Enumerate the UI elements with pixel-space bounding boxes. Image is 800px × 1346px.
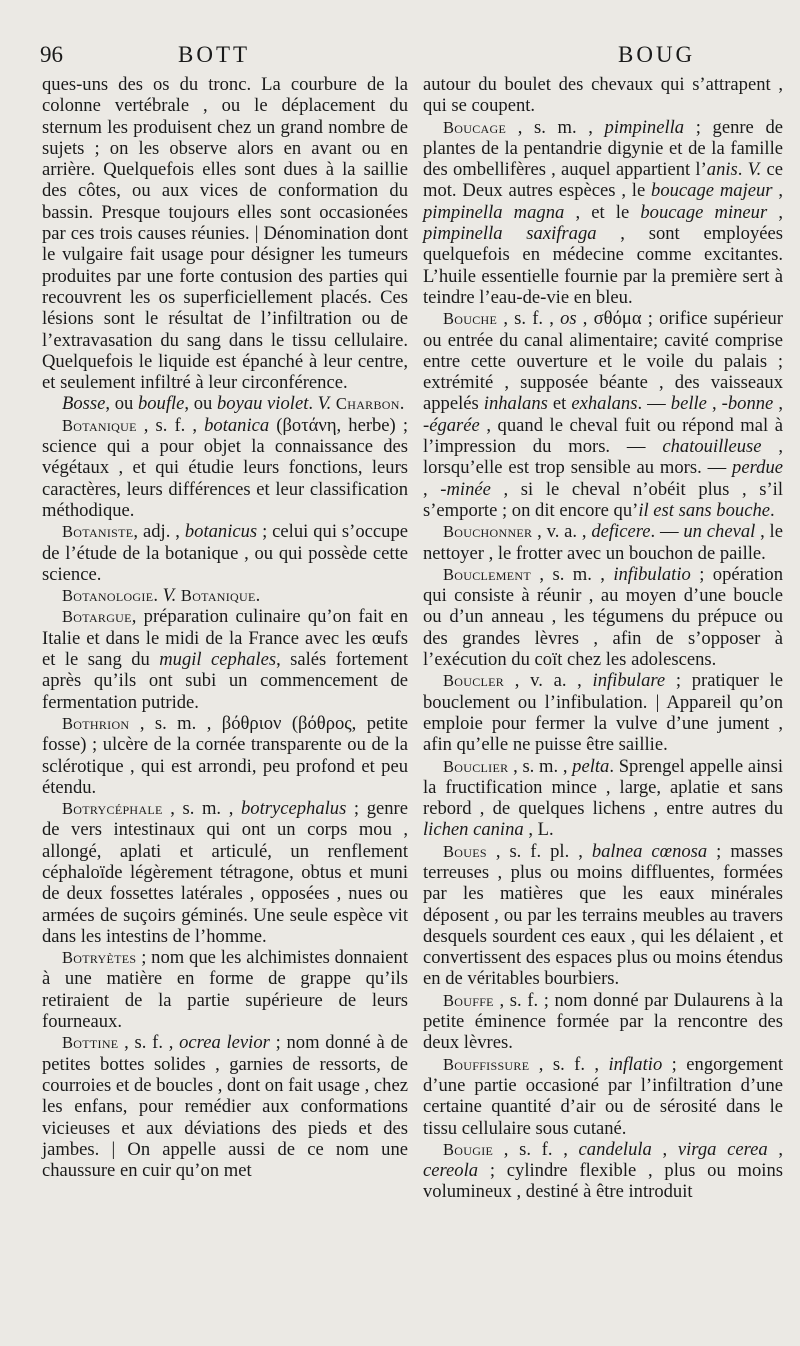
left-column: [42, 74, 408, 1181]
right-column: [423, 74, 783, 1203]
dictionary-entry: Botryètes ; nom que les alchimistes donnaient à une matière en forme de grappe qu’ils retiraient de la partie supérieure de leurs fourneaux.: [42, 947, 408, 1033]
dictionary-entry: Bouche , s. f. , os , σθόμα ; orifice supérieur ou entrée du canal alimentaire; cavité comprise entre cette ouverture et le voile du palais ; extrémité , supposée béante , des vaisseaux appelés inhalans et exhalans. — belle , -bonne , -égarée , quand le cheval fuit ou répond mal à l’impression du mors. — chatouilleuse , lorsqu’elle est trop sensible au mors. — perdue , -minée , si le cheval n’obéit plus , s’il s’emporte ; on dit encore qu’il est sans bouche.: [423, 308, 784, 521]
right-running-head: BOUG: [618, 42, 696, 67]
dictionary-entry: Bouclier , s. m. , pelta. Sprengel appelle ainsi la fructification mince , large, aplatie et sans rebord , de quelques lichens , entre autres du lichen canina , L.: [423, 755, 783, 841]
continued-text: ques-uns des os du tronc. La courbure de la colonne vertébrale , ou le déplacement du sternum les produisent chez un grand nombre de sujets ; on les observe alors en avant ou en arrière. Quelquefois elles sont dues à la saillie des côtes, ou aux vices de conformation du bassin. Presque toujours elles sont occasionées par ces trois causes réunies. | Dénomination dont le vulgaire fait usage pour désigner les tumeurs produites par une forte contusion des parties qui recouvrent les os superficiellement placés. Ces lésions sont le résultat de l’infiltration ou de l’extravasation du sang dans le tissu cellulaire. Quelquefois le liquide est épanché à leur centre, et seulement infiltré à leur circonférence.: [42, 74, 408, 394]
dictionary-entry: Botrycéphale , s. m. , botrycephalus ; genre de vers intestinaux qui ont un corps mou , allongé, aplati et articulé, un renflement céphaloïde légèrement tétragone, obtus et muni de deux fossettes latérales , opposées , nues ou armées de suçoirs géminés. Une seule espèce vit dans les intestins de l’homme.: [42, 798, 408, 947]
dictionary-entry: Bougie , s. f. , candelula , virga cerea , cereola ; cylindre flexible , plus ou moins volumineux , destiné à être introduit: [423, 1138, 784, 1203]
dictionary-entry: Boucage , s. m. , pimpinella ; genre de plantes de la pentandrie digynie et de la famille des ombellifères , auquel appartient l’anis. V. ce mot. Deux autres espèces , le boucage majeur , pimpinella magna , et le boucage mineur , pimpinella saxifraga , sont employées quelquefois en médecine comme excitantes. L’huile essentielle fournie par la première sert à teindre l’eau-de-vie en bleu.: [423, 116, 784, 308]
dictionary-entry: Bouffe , s. f. ; nom donné par Dulaurens à la petite éminence formée par la rencontre des deux lèvres.: [423, 989, 783, 1054]
dictionary-entry: Botargue, préparation culinaire qu’on fait en Italie et dans le midi de la France avec les œufs et le sang du mugil cephales, salés fortement après qu’ils ont subi un commencement de fermentation putride.: [42, 606, 409, 713]
dictionary-entry: Bosse, ou boufle, ou boyau violet. V. Charbon.: [62, 393, 405, 415]
dictionary-entry: Botanologie. V. Botanique.: [62, 585, 261, 607]
dictionary-entry: Bouffissure , s. f. , inflatio ; engorgement d’une partie occasioné par l’infiltration d’une certaine quantité d’air ou de sérosité dans le tissu cellulaire sous cutané.: [423, 1053, 783, 1139]
dictionary-entry: Botanique , s. f. , botanica (βοτάνη, herbe) ; science qui a pour objet la connaissance des végétaux , et qui étudie leurs fonctions, leurs caractères, leurs différences et leur classification méthodique.: [42, 414, 408, 521]
dictionary-entry: Bouchonner , v. a. , deficere. — un cheval , le nettoyer , le frotter avec un bouchon de paille.: [423, 521, 783, 564]
continued-text: autour du boulet des chevaux qui s’attrapent , qui se coupent.: [423, 74, 783, 117]
dictionary-entry: Botaniste, adj. , botanicus ; celui qui s’occupe de l’étude de la botanique , ou qui possède cette science.: [42, 521, 408, 585]
page-number: 96: [40, 42, 63, 67]
dictionary-entry: Boues , s. f. pl. , balnea cœnosa ; masses terreuses , plus ou moins diffluentes, formées par les matières que les eaux minérales déposent , ou par les terrains meubles au travers desquels sourdent ces eaux , qui les délaient , et convertissent des espaces plus ou moins étendus en de véritables bourbiers.: [423, 840, 783, 990]
dictionary-entry: Bothrion , s. m. , βόθριον (βόθρος, petite fosse) ; ulcère de la cornée transparente ou de la sclérotique , qui est arrondi, peu profond et peu étendu.: [42, 712, 408, 798]
dictionary-entry: Bouclement , s. m. , infibulatio ; opération qui consiste à réunir , au moyen d’une boucle ou d’un anneau , les tégumens du prépuce ou des grandes lèvres , afin de s’opposer à l’exécution du coït chez les adolescens.: [423, 563, 783, 671]
left-running-head: BOTT: [178, 42, 251, 67]
page-header: [40, 40, 780, 74]
dictionary-entry: Boucler , v. a. , infibulare ; pratiquer le bouclement ou l’infibulation. | Appareil qu’on emploie pour fermer la vulve d’une jument , afin qu’elle ne puisse être saillie.: [423, 670, 783, 756]
dictionary-entry: Bottine , s. f. , ocrea levior ; nom donné à de petites bottes solides , garnies de ressorts, de courroies et de boucles , dont on fait usage , chez les enfans, pour remédier aux conformations vicieuses et aux déviations des pieds et des jambes. | On appelle aussi de ce nom une chaussure en cuir qu’on met: [42, 1032, 408, 1182]
